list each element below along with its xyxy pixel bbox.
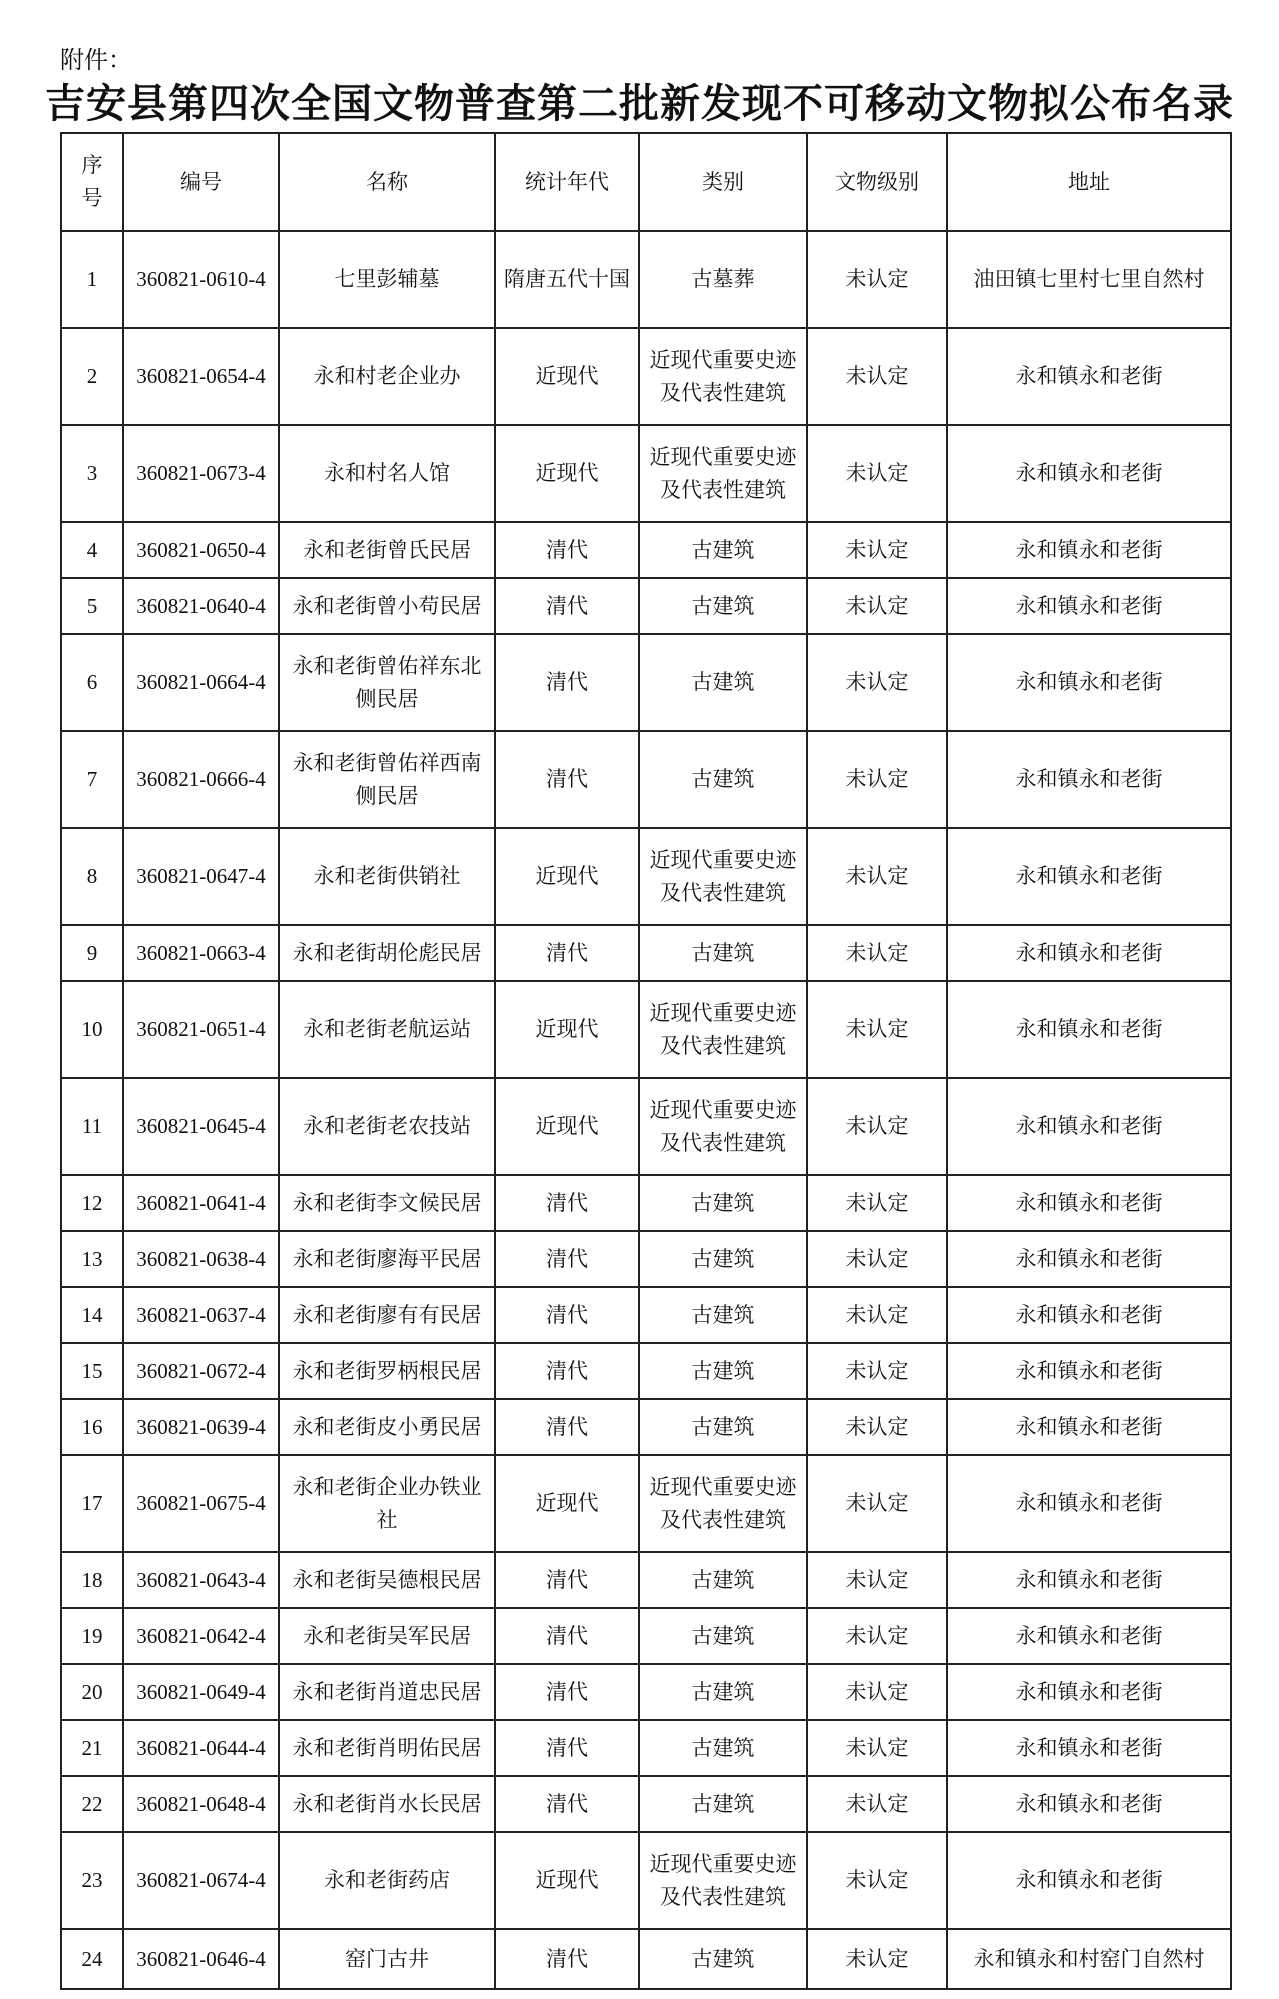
row-address: 油田镇七里村七里自然村 <box>947 231 1231 328</box>
row-name: 永和老街罗柄根民居 <box>279 1343 495 1399</box>
row-category: 古建筑 <box>639 1552 807 1608</box>
table-row <box>61 634 1231 731</box>
row-name: 永和老街老农技站 <box>279 1078 495 1175</box>
col-header-level: 文物级别 <box>807 133 947 231</box>
table-row <box>61 828 1231 925</box>
row-seq: 19 <box>61 1608 123 1664</box>
row-seq: 1 <box>61 231 123 328</box>
table-row <box>61 1175 1231 1231</box>
row-category: 古建筑 <box>639 1175 807 1231</box>
row-level: 未认定 <box>807 731 947 828</box>
row-category: 古建筑 <box>639 925 807 981</box>
row-code: 360821-0648-4 <box>123 1776 279 1832</box>
row-name: 永和老街老航运站 <box>279 981 495 1078</box>
row-seq: 7 <box>61 731 123 828</box>
row-name: 永和老街吴德根民居 <box>279 1552 495 1608</box>
row-name: 永和老街供销社 <box>279 828 495 925</box>
row-era: 清代 <box>495 1287 639 1343</box>
row-name: 永和老街肖明佑民居 <box>279 1720 495 1776</box>
table-row <box>61 731 1231 828</box>
row-level: 未认定 <box>807 425 947 522</box>
table-row <box>61 522 1231 578</box>
row-category: 近现代重要史迹及代表性建筑 <box>639 1078 807 1175</box>
row-code: 360821-0672-4 <box>123 1343 279 1399</box>
table-row <box>61 1720 1231 1776</box>
row-seq: 11 <box>61 1078 123 1175</box>
row-seq: 13 <box>61 1231 123 1287</box>
row-address: 永和镇永和老街 <box>947 1664 1231 1720</box>
row-code: 360821-0610-4 <box>123 231 279 328</box>
row-era: 清代 <box>495 925 639 981</box>
relics-table <box>60 132 1232 1990</box>
col-header-code: 编号 <box>123 133 279 231</box>
row-address: 永和镇永和老街 <box>947 1343 1231 1399</box>
row-level: 未认定 <box>807 828 947 925</box>
row-category: 古建筑 <box>639 578 807 634</box>
row-code: 360821-0641-4 <box>123 1175 279 1231</box>
row-address: 永和镇永和老街 <box>947 1455 1231 1552</box>
row-seq: 23 <box>61 1832 123 1929</box>
row-seq: 17 <box>61 1455 123 1552</box>
table-row <box>61 925 1231 981</box>
row-seq: 24 <box>61 1929 123 1989</box>
attachment-label: 附件： <box>60 46 132 74</box>
row-era: 清代 <box>495 1175 639 1231</box>
row-category: 古建筑 <box>639 731 807 828</box>
row-seq: 9 <box>61 925 123 981</box>
row-level: 未认定 <box>807 981 947 1078</box>
row-level: 未认定 <box>807 925 947 981</box>
col-header-category: 类别 <box>639 133 807 231</box>
row-address: 永和镇永和老街 <box>947 1078 1231 1175</box>
row-code: 360821-0639-4 <box>123 1399 279 1455</box>
row-seq: 20 <box>61 1664 123 1720</box>
row-era: 清代 <box>495 578 639 634</box>
row-code: 360821-0675-4 <box>123 1455 279 1552</box>
row-level: 未认定 <box>807 1929 947 1989</box>
row-era: 近现代 <box>495 981 639 1078</box>
row-era: 清代 <box>495 1231 639 1287</box>
row-level: 未认定 <box>807 522 947 578</box>
table-row <box>61 425 1231 522</box>
row-era: 清代 <box>495 522 639 578</box>
table-row <box>61 231 1231 328</box>
table-row <box>61 1608 1231 1664</box>
row-address: 永和镇永和村窑门自然村 <box>947 1929 1231 1989</box>
row-seq: 5 <box>61 578 123 634</box>
row-address: 永和镇永和老街 <box>947 1832 1231 1929</box>
row-category: 古建筑 <box>639 634 807 731</box>
header-row <box>61 133 1231 231</box>
row-era: 清代 <box>495 1664 639 1720</box>
row-era: 清代 <box>495 731 639 828</box>
row-era: 隋唐五代十国 <box>495 231 639 328</box>
row-code: 360821-0674-4 <box>123 1832 279 1929</box>
row-era: 清代 <box>495 1343 639 1399</box>
row-level: 未认定 <box>807 1343 947 1399</box>
row-name: 永和老街皮小勇民居 <box>279 1399 495 1455</box>
row-address: 永和镇永和老街 <box>947 634 1231 731</box>
row-category: 古墓葬 <box>639 231 807 328</box>
row-level: 未认定 <box>807 1231 947 1287</box>
row-address: 永和镇永和老街 <box>947 1720 1231 1776</box>
row-name: 七里彭辅墓 <box>279 231 495 328</box>
row-category: 古建筑 <box>639 1720 807 1776</box>
row-era: 近现代 <box>495 328 639 425</box>
row-name: 永和村老企业办 <box>279 328 495 425</box>
row-era: 近现代 <box>495 1078 639 1175</box>
row-name: 永和老街曾佑祥西南侧民居 <box>279 731 495 828</box>
row-era: 清代 <box>495 1552 639 1608</box>
row-seq: 3 <box>61 425 123 522</box>
col-header-era: 统计年代 <box>495 133 639 231</box>
col-header-name: 名称 <box>279 133 495 231</box>
row-era: 近现代 <box>495 1832 639 1929</box>
row-level: 未认定 <box>807 1776 947 1832</box>
row-category: 近现代重要史迹及代表性建筑 <box>639 981 807 1078</box>
row-code: 360821-0642-4 <box>123 1608 279 1664</box>
table-row <box>61 1078 1231 1175</box>
row-category: 近现代重要史迹及代表性建筑 <box>639 425 807 522</box>
row-seq: 12 <box>61 1175 123 1231</box>
row-category: 古建筑 <box>639 1929 807 1989</box>
table-row <box>61 1664 1231 1720</box>
row-level: 未认定 <box>807 1608 947 1664</box>
row-address: 永和镇永和老街 <box>947 425 1231 522</box>
row-code: 360821-0640-4 <box>123 578 279 634</box>
row-era: 近现代 <box>495 425 639 522</box>
row-name: 永和村名人馆 <box>279 425 495 522</box>
row-name: 永和老街企业办铁业社 <box>279 1455 495 1552</box>
row-address: 永和镇永和老街 <box>947 731 1231 828</box>
row-name: 永和老街廖海平民居 <box>279 1231 495 1287</box>
row-category: 古建筑 <box>639 1231 807 1287</box>
page-title: 吉安县第四次全国文物普查第二批新发现不可移动文物拟公布名录 <box>45 81 1234 127</box>
row-level: 未认定 <box>807 1399 947 1455</box>
row-code: 360821-0666-4 <box>123 731 279 828</box>
row-category: 近现代重要史迹及代表性建筑 <box>639 328 807 425</box>
row-code: 360821-0649-4 <box>123 1664 279 1720</box>
row-category: 古建筑 <box>639 1664 807 1720</box>
row-code: 360821-0650-4 <box>123 522 279 578</box>
row-category: 古建筑 <box>639 522 807 578</box>
row-code: 360821-0663-4 <box>123 925 279 981</box>
row-name: 永和老街李文候民居 <box>279 1175 495 1231</box>
row-category: 古建筑 <box>639 1399 807 1455</box>
row-seq: 8 <box>61 828 123 925</box>
row-address: 永和镇永和老街 <box>947 1231 1231 1287</box>
table-row <box>61 1399 1231 1455</box>
table-row <box>61 1455 1231 1552</box>
row-category: 古建筑 <box>639 1287 807 1343</box>
row-level: 未认定 <box>807 1455 947 1552</box>
row-name: 永和老街廖有有民居 <box>279 1287 495 1343</box>
row-address: 永和镇永和老街 <box>947 1399 1231 1455</box>
row-seq: 4 <box>61 522 123 578</box>
row-address: 永和镇永和老街 <box>947 1175 1231 1231</box>
table-row <box>61 1343 1231 1399</box>
row-era: 清代 <box>495 634 639 731</box>
row-category: 古建筑 <box>639 1608 807 1664</box>
row-code: 360821-0654-4 <box>123 328 279 425</box>
row-address: 永和镇永和老街 <box>947 981 1231 1078</box>
row-seq: 22 <box>61 1776 123 1832</box>
table-row <box>61 328 1231 425</box>
row-seq: 10 <box>61 981 123 1078</box>
row-category: 近现代重要史迹及代表性建筑 <box>639 828 807 925</box>
row-level: 未认定 <box>807 1078 947 1175</box>
col-header-seq: 序号 <box>61 133 123 231</box>
row-address: 永和镇永和老街 <box>947 578 1231 634</box>
row-code: 360821-0651-4 <box>123 981 279 1078</box>
row-code: 360821-0644-4 <box>123 1720 279 1776</box>
row-address: 永和镇永和老街 <box>947 522 1231 578</box>
row-code: 360821-0645-4 <box>123 1078 279 1175</box>
row-era: 清代 <box>495 1929 639 1989</box>
row-era: 近现代 <box>495 1455 639 1552</box>
row-seq: 15 <box>61 1343 123 1399</box>
row-seq: 16 <box>61 1399 123 1455</box>
row-name: 永和老街肖道忠民居 <box>279 1664 495 1720</box>
row-address: 永和镇永和老街 <box>947 925 1231 981</box>
row-address: 永和镇永和老街 <box>947 1552 1231 1608</box>
row-code: 360821-0646-4 <box>123 1929 279 1989</box>
row-seq: 2 <box>61 328 123 425</box>
row-address: 永和镇永和老街 <box>947 328 1231 425</box>
row-name: 永和老街曾小苟民居 <box>279 578 495 634</box>
row-level: 未认定 <box>807 1552 947 1608</box>
table-row <box>61 1776 1231 1832</box>
row-level: 未认定 <box>807 328 947 425</box>
row-level: 未认定 <box>807 578 947 634</box>
row-level: 未认定 <box>807 634 947 731</box>
row-name: 永和老街肖水长民居 <box>279 1776 495 1832</box>
row-category: 古建筑 <box>639 1776 807 1832</box>
row-level: 未认定 <box>807 1287 947 1343</box>
row-category: 近现代重要史迹及代表性建筑 <box>639 1832 807 1929</box>
row-level: 未认定 <box>807 1720 947 1776</box>
row-code: 360821-0637-4 <box>123 1287 279 1343</box>
row-name: 永和老街曾氏民居 <box>279 522 495 578</box>
row-seq: 21 <box>61 1720 123 1776</box>
row-seq: 6 <box>61 634 123 731</box>
row-level: 未认定 <box>807 1175 947 1231</box>
row-address: 永和镇永和老街 <box>947 828 1231 925</box>
row-level: 未认定 <box>807 1664 947 1720</box>
row-code: 360821-0647-4 <box>123 828 279 925</box>
table-row <box>61 578 1231 634</box>
row-name: 永和老街药店 <box>279 1832 495 1929</box>
table-row <box>61 1287 1231 1343</box>
row-address: 永和镇永和老街 <box>947 1287 1231 1343</box>
row-category: 近现代重要史迹及代表性建筑 <box>639 1455 807 1552</box>
table-row <box>61 1832 1231 1929</box>
row-code: 360821-0638-4 <box>123 1231 279 1287</box>
row-level: 未认定 <box>807 231 947 328</box>
row-era: 近现代 <box>495 828 639 925</box>
row-category: 古建筑 <box>639 1343 807 1399</box>
row-name: 永和老街胡伦彪民居 <box>279 925 495 981</box>
row-address: 永和镇永和老街 <box>947 1608 1231 1664</box>
row-code: 360821-0643-4 <box>123 1552 279 1608</box>
row-level: 未认定 <box>807 1832 947 1929</box>
row-name: 永和老街曾佑祥东北侧民居 <box>279 634 495 731</box>
row-code: 360821-0664-4 <box>123 634 279 731</box>
row-code: 360821-0673-4 <box>123 425 279 522</box>
row-address: 永和镇永和老街 <box>947 1776 1231 1832</box>
row-era: 清代 <box>495 1720 639 1776</box>
table-row <box>61 1929 1231 1989</box>
table-row <box>61 1552 1231 1608</box>
table-row <box>61 1231 1231 1287</box>
table-body <box>61 231 1231 1989</box>
row-era: 清代 <box>495 1399 639 1455</box>
row-seq: 14 <box>61 1287 123 1343</box>
row-era: 清代 <box>495 1776 639 1832</box>
row-era: 清代 <box>495 1608 639 1664</box>
row-seq: 18 <box>61 1552 123 1608</box>
col-header-address: 地址 <box>947 133 1231 231</box>
table-row <box>61 981 1231 1078</box>
row-name: 永和老街吴军民居 <box>279 1608 495 1664</box>
row-name: 窑门古井 <box>279 1929 495 1989</box>
